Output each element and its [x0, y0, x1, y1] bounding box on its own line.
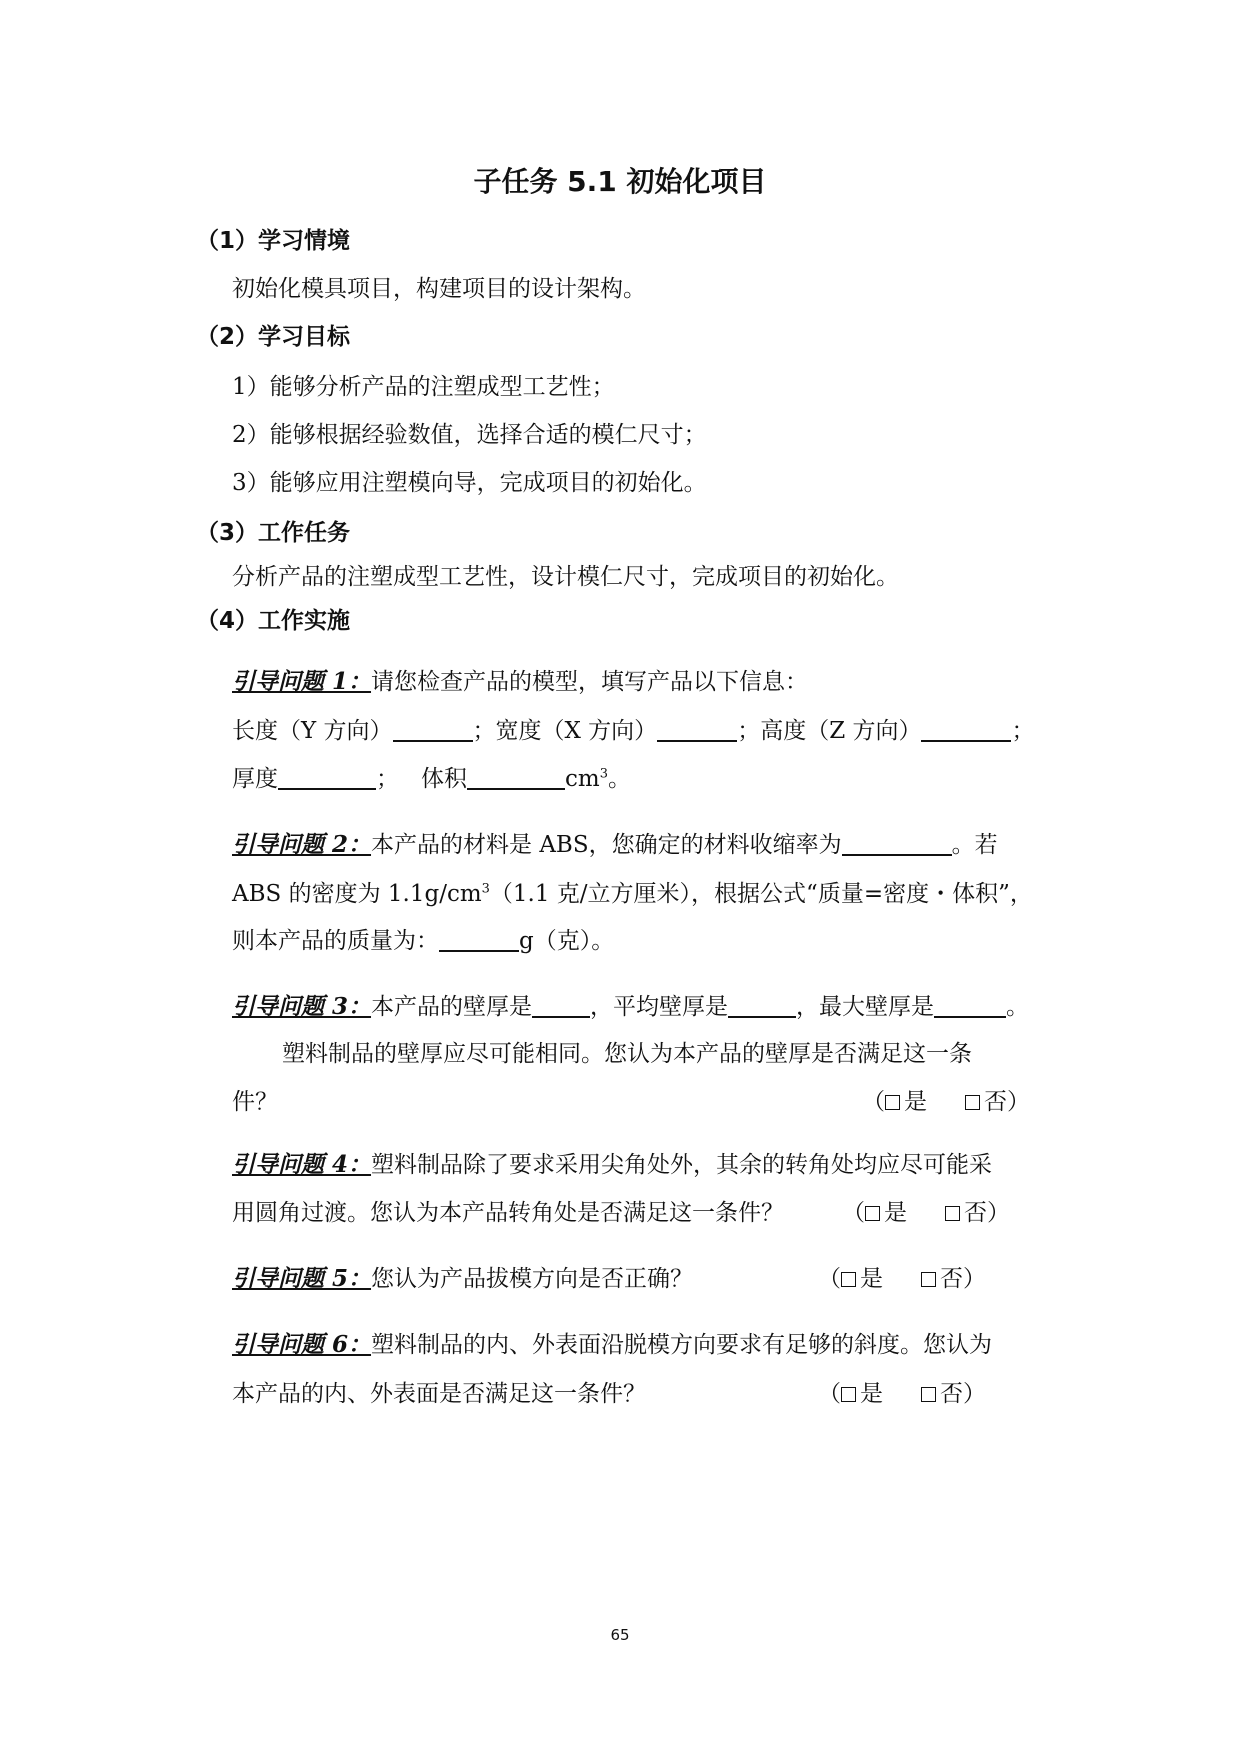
question-6-label: 引导问题 6：: [232, 1331, 372, 1358]
yes-label: 是: [860, 1266, 883, 1292]
volume-end: 。: [607, 766, 631, 792]
density-text: ABS 的密度为 1.1g/cm: [232, 881, 482, 907]
question-2-label: 引导问题 2：: [232, 831, 372, 858]
length-blank[interactable]: [393, 716, 473, 742]
question-5-line: [232, 1262, 693, 1296]
height-label: ；高度（Z 方向）: [737, 718, 922, 744]
question-2-line-2: [232, 877, 1033, 911]
question-3-label: 引导问题 3：: [232, 993, 372, 1020]
question-2-line-3: [232, 924, 614, 958]
section-text-3: 分析产品的注塑成型工艺性，设计模仁尺寸，完成项目的初始化。: [232, 564, 899, 590]
page-number: 65: [610, 1626, 630, 1644]
question-6-line-1: [232, 1328, 992, 1362]
question-3-line-2: 塑料制品的壁厚应尽可能相同。您认为本产品的壁厚是否满足这一条: [282, 1041, 972, 1067]
density-formula-text: （1.1 克/立方厘米），根据公式“质量=密度・体积”，: [489, 881, 1033, 907]
length-label: 长度（Y 方向）: [232, 718, 393, 744]
page-title: 子任务 5.1 初始化项目: [473, 165, 767, 198]
question-1-text: 请您检查产品的模型，填写产品以下信息：: [371, 669, 809, 695]
objective-item: 3）能够应用注塑模向导，完成项目的初始化。: [232, 470, 707, 496]
question-2-text-end: 。若: [951, 832, 998, 858]
thickness-label: 厚度: [232, 766, 278, 792]
no-label: 否: [984, 1089, 1007, 1115]
objective-item: 2）能够根据经验数值，选择合适的模仁尺寸；: [232, 422, 707, 448]
section-heading-4: （4）工作实施: [196, 608, 351, 634]
wall-thickness-blank[interactable]: [532, 992, 590, 1018]
yes-label: 是: [860, 1381, 883, 1407]
question-4-label: 引导问题 4：: [232, 1151, 372, 1178]
volume-blank[interactable]: [467, 764, 565, 790]
section-text-1: 初始化模具项目，构建项目的设计架构。: [232, 276, 646, 302]
max-thickness-blank[interactable]: [934, 992, 1006, 1018]
question-3-end: 。: [1006, 994, 1030, 1020]
volume-unit-exponent: 3: [599, 766, 608, 782]
question-1-dimensions-line: [232, 714, 1034, 748]
objective-item: 1）能够分析产品的注塑成型工艺性；: [232, 374, 615, 400]
yes-checkbox[interactable]: [865, 1206, 880, 1221]
volume-label: 体积: [421, 766, 467, 792]
yes-checkbox[interactable]: [885, 1095, 900, 1110]
no-label: 否: [940, 1381, 963, 1407]
no-label: 否: [964, 1200, 987, 1226]
max-thickness-label: ，最大壁厚是: [796, 994, 935, 1020]
yes-checkbox[interactable]: [841, 1387, 856, 1402]
section-heading-2: （2）学习目标: [196, 324, 351, 350]
thickness-sep: ；: [376, 766, 399, 792]
no-checkbox[interactable]: [921, 1387, 936, 1402]
no-checkbox[interactable]: [965, 1095, 980, 1110]
question-5-text: 您认为产品拔模方向是否正确？: [371, 1266, 694, 1292]
mass-label: 则本产品的质量为：: [232, 928, 439, 954]
question-3-choice: （ 是 否）: [862, 1089, 1030, 1115]
dimensions-end: ；: [1011, 718, 1035, 744]
question-1-line: [232, 665, 808, 699]
question-6-choice: （ 是 否）: [818, 1381, 986, 1407]
question-3-line-1: [232, 990, 1029, 1024]
question-1-label: 引导问题 1：: [232, 668, 372, 695]
question-6-line-2: 本产品的内、外表面是否满足这一条件？: [232, 1381, 646, 1407]
mass-blank[interactable]: [439, 926, 519, 952]
question-3-line-3: 件？: [232, 1089, 278, 1115]
width-label: ；宽度（X 方向）: [472, 718, 658, 744]
yes-checkbox[interactable]: [841, 1272, 856, 1287]
question-1-thickness-line: [232, 762, 631, 796]
density-exponent: 3: [481, 881, 490, 897]
section-heading-1: （1）学习情境: [196, 228, 351, 254]
question-4-choice: （ 是 否）: [842, 1200, 1010, 1226]
section-heading-3: （3）工作任务: [196, 520, 351, 546]
wall-thickness-label: 本产品的壁厚是: [371, 994, 533, 1020]
no-checkbox[interactable]: [945, 1206, 960, 1221]
question-4-line-2: 用圆角过渡。您认为本产品转角处是否满足这一条件？: [232, 1200, 784, 1226]
question-2-text: 本产品的材料是 ABS，您确定的材料收缩率为: [371, 832, 842, 858]
no-label: 否: [940, 1266, 963, 1292]
volume-unit: cm: [565, 766, 600, 792]
question-4-text: 塑料制品除了要求采用尖角处外，其余的转角处均应尽可能采: [371, 1152, 993, 1178]
question-6-text: 塑料制品的内、外表面沿脱模方向要求有足够的斜度。您认为: [371, 1332, 993, 1358]
width-blank[interactable]: [657, 716, 737, 742]
question-5-label: 引导问题 5：: [232, 1265, 372, 1292]
no-checkbox[interactable]: [921, 1272, 936, 1287]
yes-label: 是: [904, 1089, 927, 1115]
thickness-blank[interactable]: [278, 764, 376, 790]
question-4-line-1: [232, 1148, 992, 1182]
yes-label: 是: [884, 1200, 907, 1226]
average-thickness-blank[interactable]: [728, 992, 796, 1018]
average-thickness-label: ，平均壁厚是: [590, 994, 729, 1020]
mass-unit: g（克）。: [519, 928, 615, 954]
height-blank[interactable]: [921, 716, 1011, 742]
question-2-line-1: [232, 828, 1052, 862]
shrinkage-blank[interactable]: [842, 830, 952, 856]
question-5-choice: （ 是 否）: [818, 1266, 986, 1292]
